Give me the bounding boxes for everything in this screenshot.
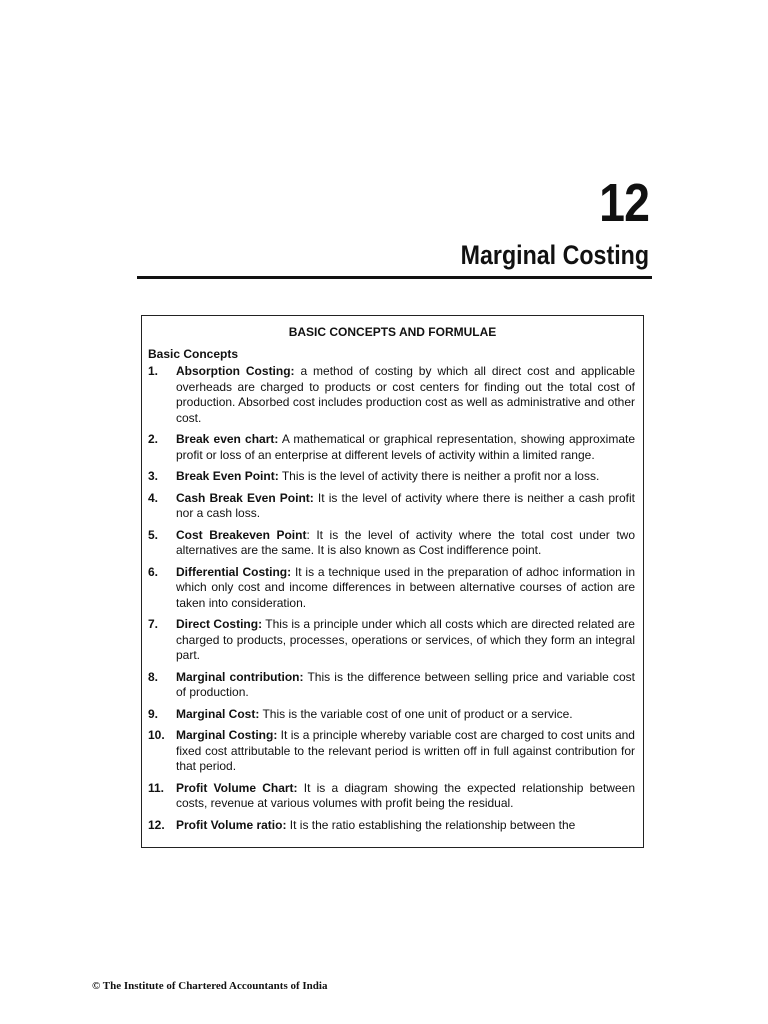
item-text: This is the difference between selling price and variable cost of production. (176, 669, 635, 699)
item-term: Profit Volume Chart: (176, 780, 298, 795)
item-text: This is the variable cost of one unit of product or a service. (259, 706, 573, 721)
concept-item (142, 364, 643, 426)
item-number: 4. (148, 490, 159, 505)
item-term: Marginal Cost: (176, 706, 260, 721)
concept-item (142, 818, 643, 834)
chapter-title: Marginal Costing (460, 240, 649, 270)
concept-item (142, 469, 643, 485)
item-text: It is a technique used in the preparation of adhoc information in which only cost and income differences in between alternative courses of action are taken into consideration. (176, 564, 635, 610)
item-number: 6. (148, 564, 159, 579)
item-number: 12. (148, 817, 165, 832)
item-term: Marginal contribution: (176, 669, 304, 684)
item-number: 3. (148, 469, 159, 483)
concept-item (142, 528, 643, 559)
item-text: This is a principle under which all costs which are directed related are charged to products, processes, operations or services, of which they form an integral part. (176, 617, 635, 662)
item-term: Absorption Costing: (176, 364, 295, 378)
item-number: 2. (148, 432, 159, 446)
title-rule (137, 276, 652, 279)
item-number: 10. (148, 728, 165, 742)
concept-item (142, 670, 643, 701)
item-number: 7. (148, 617, 159, 631)
item-text: a method of costing by which all direct cost and applicable overheads are charged to products or cost centers for finding out the total cost of production. Absorbed cost includes production cost as well as administrative and other cost. (176, 364, 635, 425)
item-term: Break Even Point: (176, 469, 279, 483)
concept-item (142, 707, 643, 723)
item-text: It is a diagram showing the expected relationship between costs, revenue at various volumes with profit being the residual. (176, 780, 635, 810)
concept-item (142, 728, 643, 775)
item-number: 11. (148, 780, 165, 795)
item-text: This is the level of activity there is neither a profit nor a loss. (278, 469, 600, 483)
item-number: 8. (148, 669, 159, 684)
item-term: Break even chart: (176, 432, 279, 446)
concept-item (142, 491, 643, 522)
basic-concepts-box (141, 315, 644, 848)
item-number: 1. (148, 364, 159, 378)
item-text: It is a principle whereby variable cost are charged to cost units and fixed cost attributable to the relevant period is written off in full against contribution for that period. (176, 728, 635, 773)
item-term: Profit Volume ratio: (176, 817, 287, 832)
item-text: It is the ratio establishing the relationship between the (286, 817, 576, 832)
item-text: : It is the level of activity where the total cost under two alternatives are the same. It is also known as Cost indifference point. (176, 527, 636, 557)
box-heading: BASIC CONCEPTS AND FORMULAE (288, 325, 497, 339)
concept-item (142, 565, 643, 612)
concept-item (142, 432, 643, 463)
concept-item (142, 617, 643, 664)
section-heading: Basic Concepts (148, 347, 239, 361)
item-term: Cash Break Even Point: (176, 490, 314, 505)
chapter-number: 12 (599, 173, 649, 233)
item-term: Cost Breakeven Point (176, 527, 307, 542)
item-number: 5. (148, 527, 159, 542)
item-term: Direct Costing: (176, 617, 263, 631)
item-text: It is the level of activity where there is neither a cash profit nor a cash loss. (176, 490, 636, 520)
concept-item (142, 781, 643, 812)
copyright-footer: © The Institute of Chartered Accountants of India (92, 980, 328, 992)
concepts-list (142, 364, 643, 833)
item-term: Differential Costing: (176, 564, 292, 579)
item-number: 9. (148, 706, 159, 721)
item-term: Marginal Costing: (176, 728, 278, 742)
item-text: A mathematical or graphical representation, showing approximate profit or loss of an enterprise at different levels of activity within a limited range. (176, 432, 636, 462)
